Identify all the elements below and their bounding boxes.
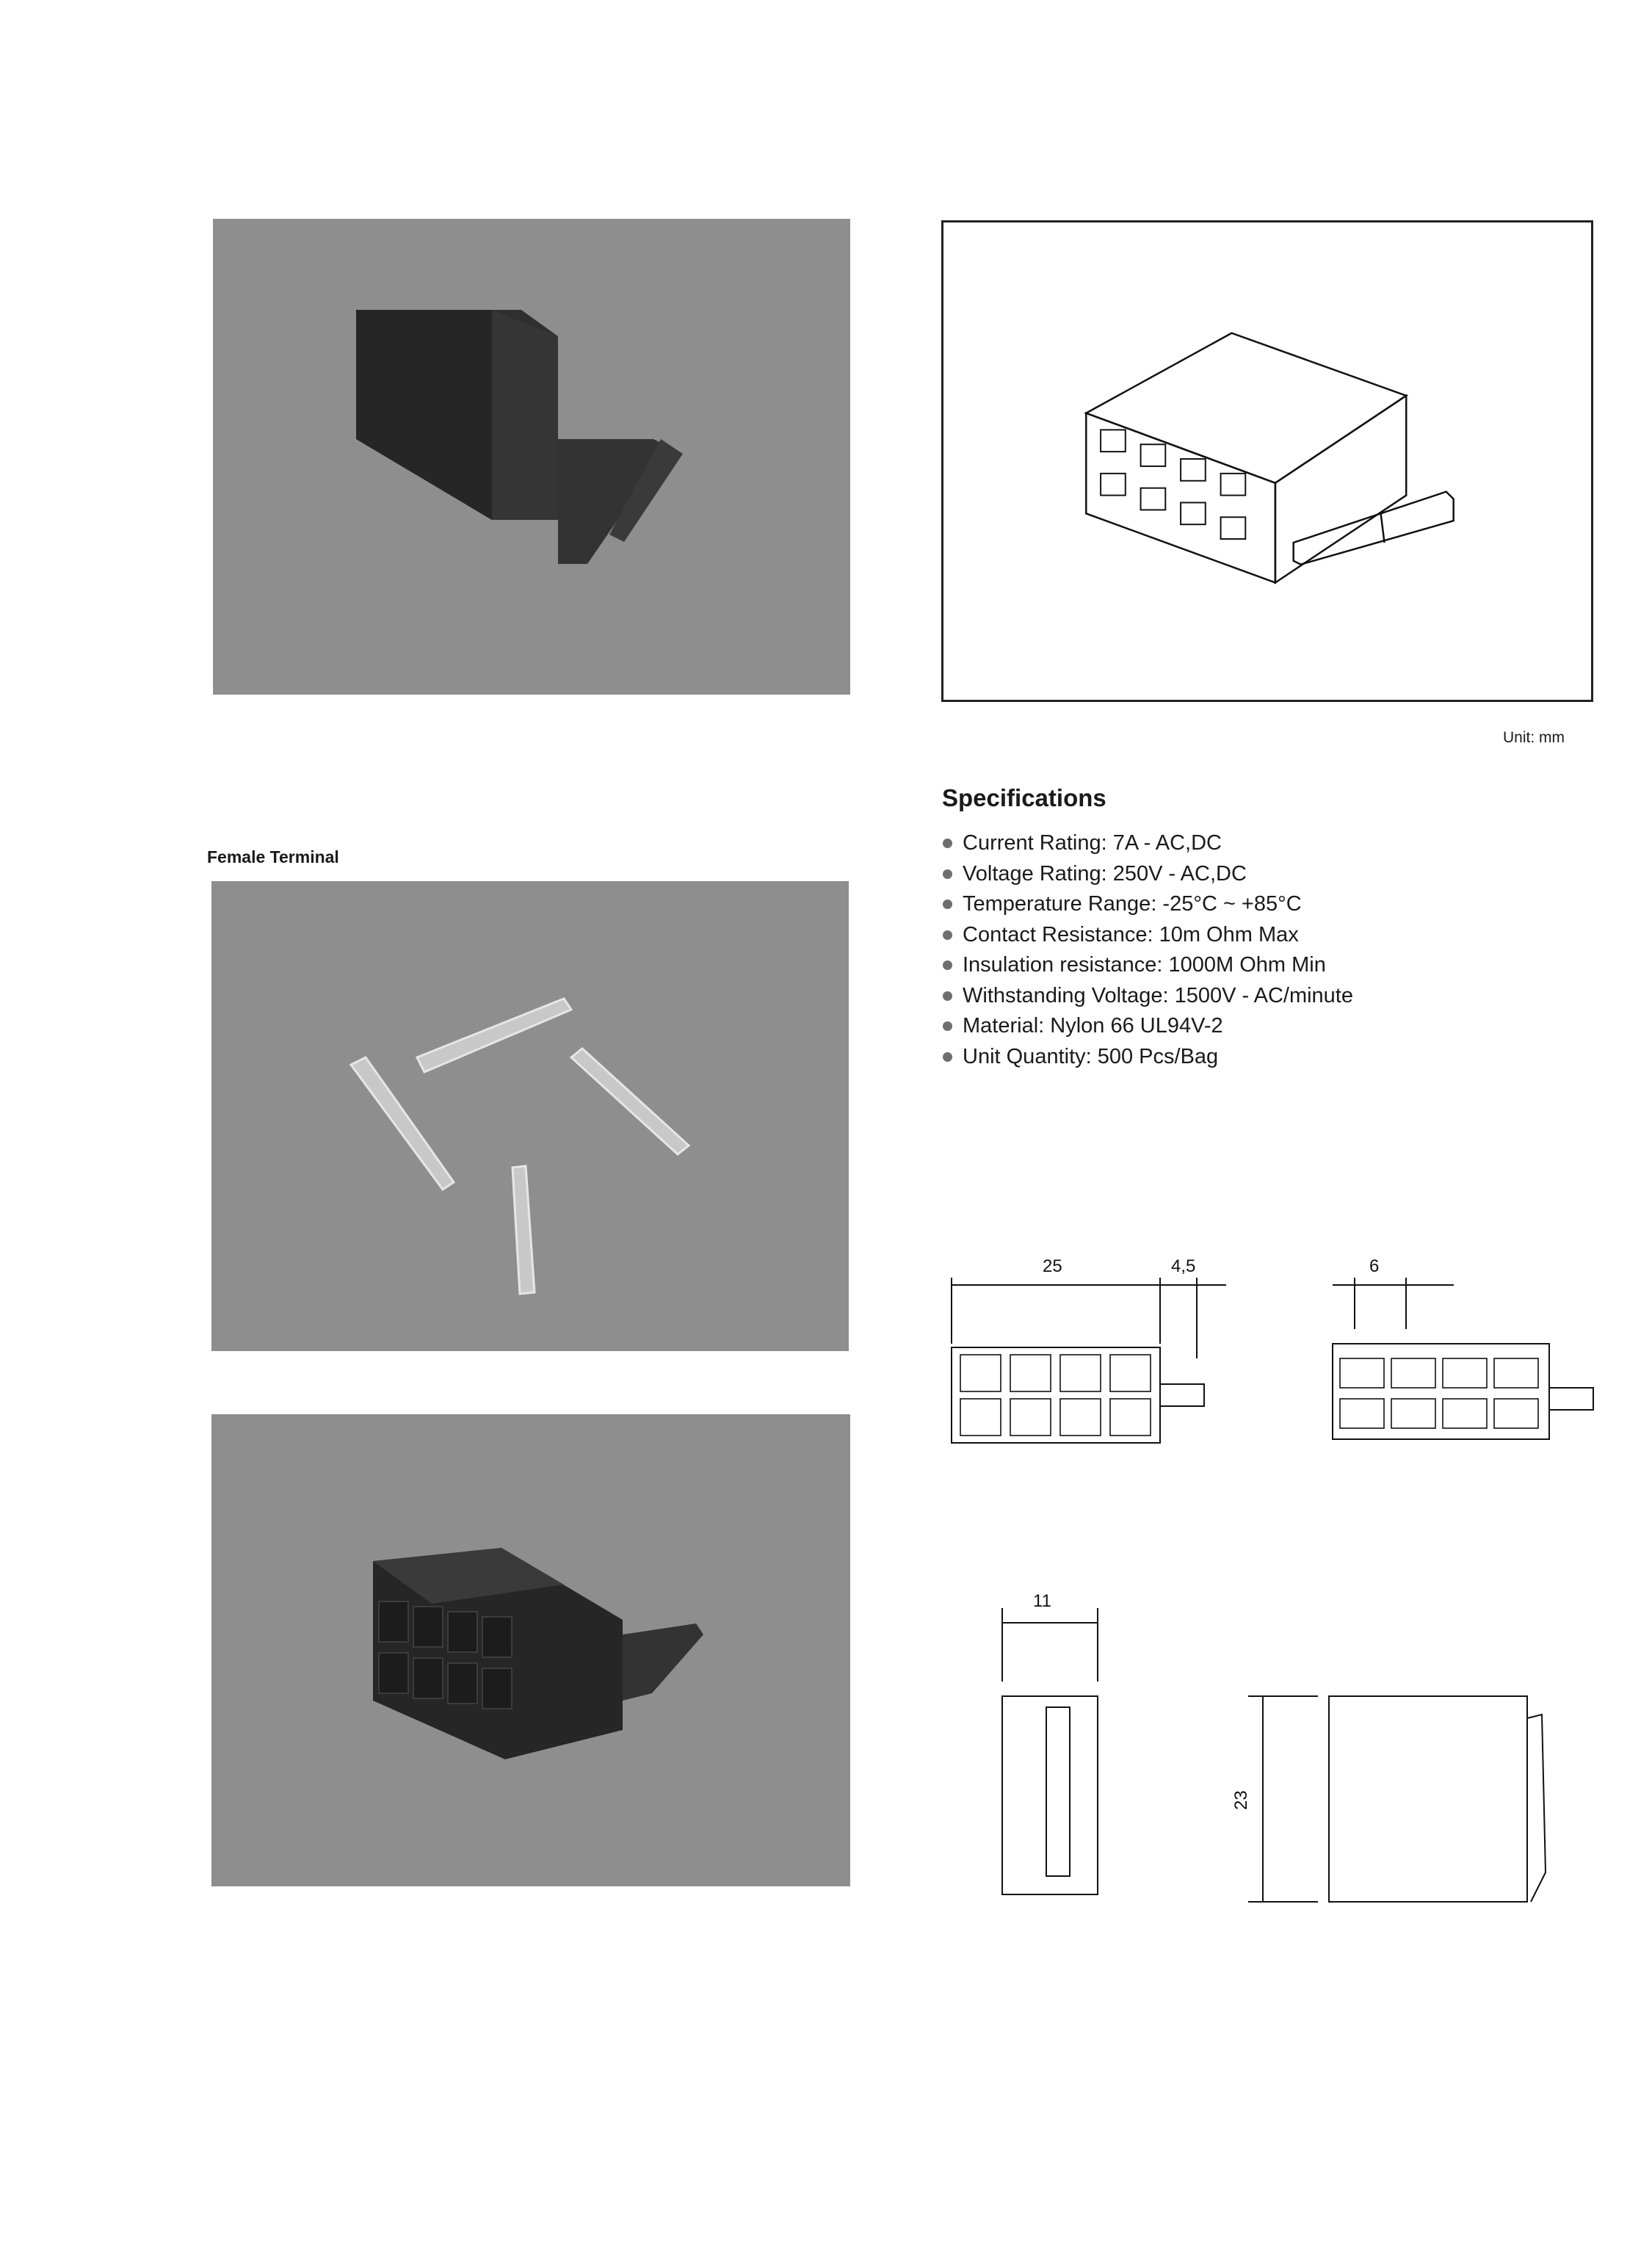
dim-width: 11 [1033,1591,1051,1611]
bullet-icon [943,1052,952,1062]
spec-item: Current Rating: 7A - AC,DC [943,828,1353,859]
spec-item: Unit Quantity: 500 Pcs/Bag [943,1042,1353,1073]
dim-pitch: 6 [1369,1256,1380,1276]
dim-height: 23 [1231,1790,1251,1810]
bullet-icon [943,930,952,940]
bullet-icon [943,839,952,848]
bullet-icon [943,960,952,970]
spec-item: Withstanding Voltage: 1500V - AC/minute [943,981,1353,1012]
bullet-icon [943,869,952,879]
female-terminal-photo [211,881,849,1351]
spec-item: Temperature Range: -25°C ~ +85°C [943,889,1353,920]
dim-length: 25 [1043,1256,1062,1276]
female-terminal-caption: Female Terminal [207,847,339,866]
side-view-drawing [995,1593,1112,1902]
specifications-title: Specifications [942,784,1106,811]
front-view-drawing [947,1256,1256,1447]
bullet-icon [943,1021,952,1031]
top-view-drawing [1325,1256,1601,1447]
bullet-icon [943,991,952,1001]
connector-photo-face [211,1414,850,1886]
spec-item: Contact Resistance: 10m Ohm Max [943,920,1353,951]
isometric-drawing-frame [941,220,1593,702]
connector-photo-top [213,219,850,695]
specifications-list [943,828,1353,1072]
dim-latch: 4,5 [1171,1256,1196,1276]
spec-item: Insulation resistance: 1000M Ohm Min [943,950,1353,981]
profile-view-drawing [1219,1689,1601,1909]
spec-item: Material: Nylon 66 UL94V-2 [943,1011,1353,1042]
unit-label: Unit: mm [1503,729,1565,746]
spec-item: Voltage Rating: 250V - AC,DC [943,859,1353,890]
bullet-icon [943,899,952,909]
